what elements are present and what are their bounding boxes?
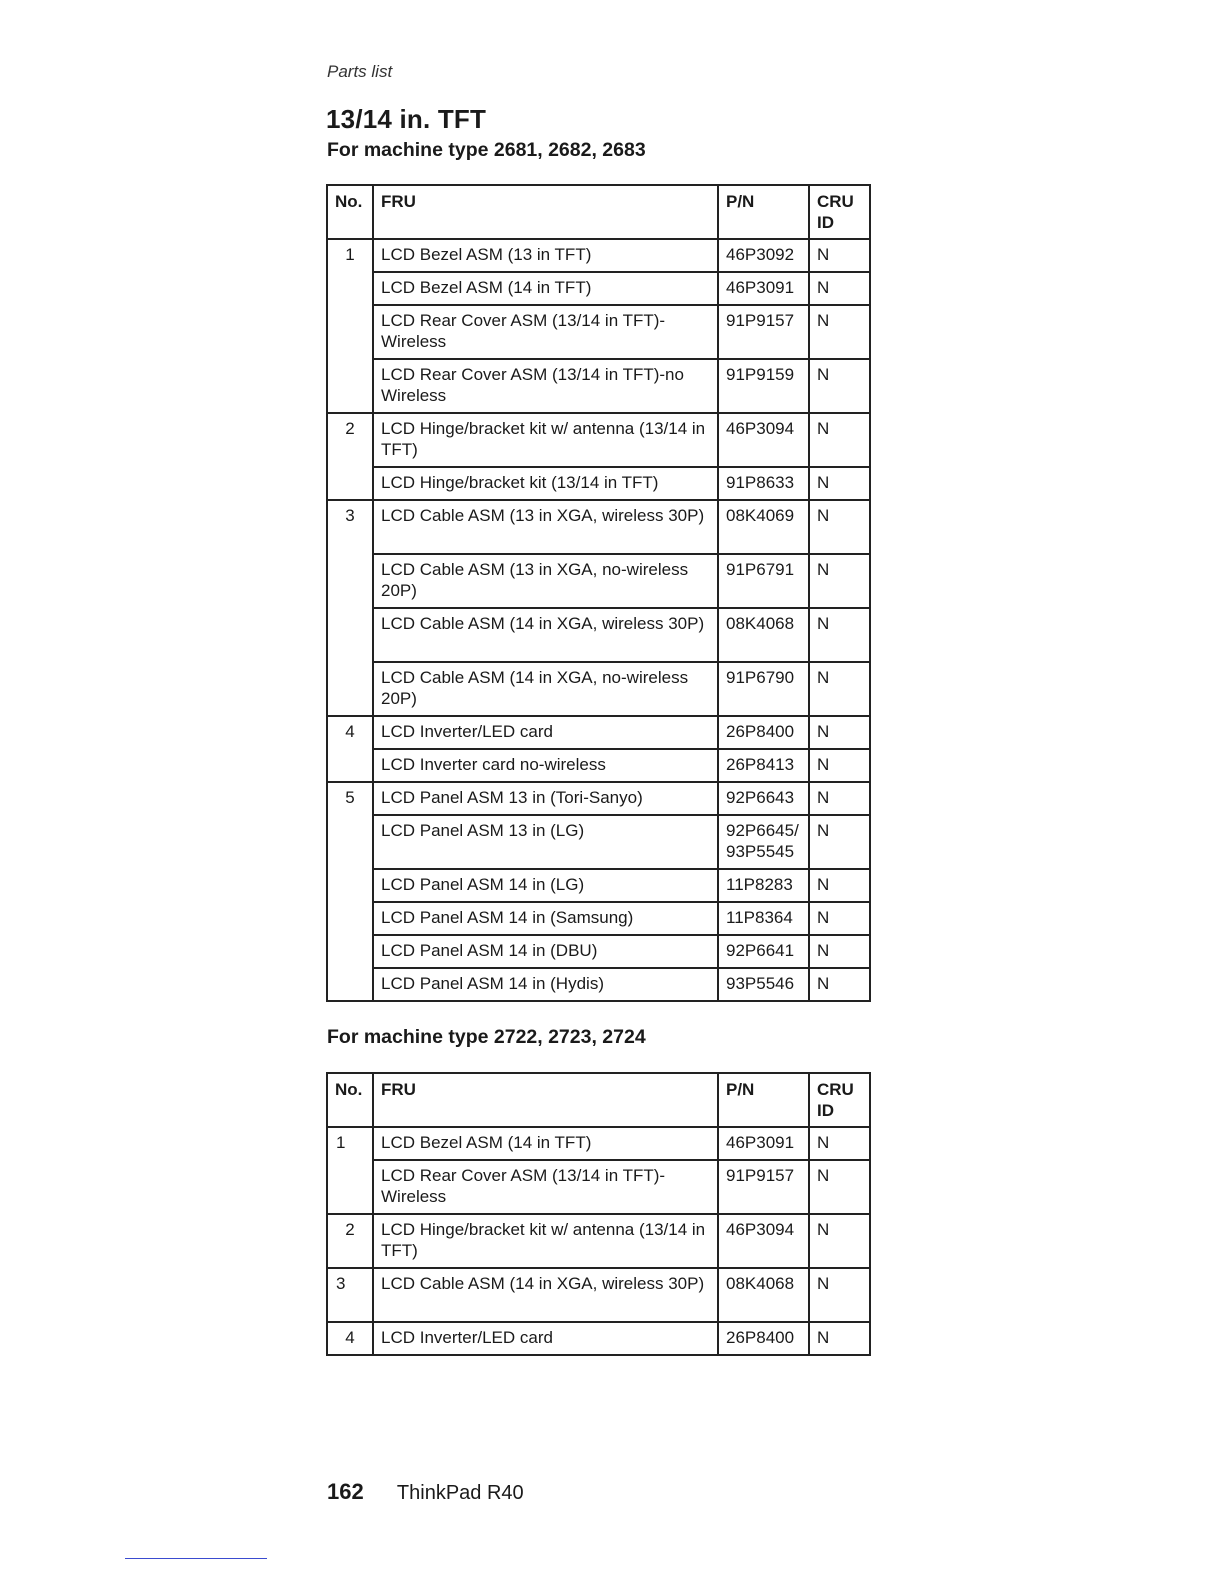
parts-table	[326, 1072, 871, 1356]
cru-id: N	[809, 935, 870, 968]
table-header-row	[327, 185, 870, 239]
fru-description: LCD Rear Cover ASM (13/14 in TFT)-Wireless	[373, 305, 718, 359]
fru-description: LCD Panel ASM 14 in (Hydis)	[373, 968, 718, 1001]
part-number: 91P9159	[718, 359, 809, 413]
table-row	[327, 1268, 870, 1322]
page-footer	[327, 1479, 524, 1505]
fru-description: LCD Cable ASM (14 in XGA, no-wireless 20P)	[373, 662, 718, 716]
table-row	[327, 935, 870, 968]
part-number: 91P6790	[718, 662, 809, 716]
column-header-pn: P/N	[718, 1073, 809, 1127]
part-number: 46P3094	[718, 413, 809, 467]
fru-description: LCD Inverter/LED card	[373, 1322, 718, 1355]
part-number: 08K4068	[718, 1268, 809, 1322]
cru-id: N	[809, 500, 870, 554]
table-row	[327, 815, 870, 869]
part-number: 46P3091	[718, 272, 809, 305]
fru-description: LCD Cable ASM (13 in XGA, no-wireless 20P)	[373, 554, 718, 608]
fru-description: LCD Bezel ASM (14 in TFT)	[373, 1127, 718, 1160]
item-number: 2	[327, 1214, 373, 1268]
part-number: 08K4068	[718, 608, 809, 662]
fru-description: LCD Bezel ASM (14 in TFT)	[373, 272, 718, 305]
table-row	[327, 239, 870, 272]
table-row	[327, 902, 870, 935]
item-number: 3	[327, 1268, 373, 1322]
cru-id: N	[809, 272, 870, 305]
table-row	[327, 305, 870, 359]
fru-description: LCD Cable ASM (13 in XGA, wireless 30P)	[373, 500, 718, 554]
item-number: 1	[327, 1127, 373, 1214]
cru-id: N	[809, 1127, 870, 1160]
item-number: 5	[327, 782, 373, 1001]
column-header-fru: FRU	[373, 185, 718, 239]
fru-description: LCD Rear Cover ASM (13/14 in TFT)-Wireless	[373, 1160, 718, 1214]
part-number: 26P8400	[718, 1322, 809, 1355]
fru-description: LCD Panel ASM 14 in (Samsung)	[373, 902, 718, 935]
table-row	[327, 662, 870, 716]
cru-id: N	[809, 869, 870, 902]
cru-id: N	[809, 968, 870, 1001]
table-row	[327, 1214, 870, 1268]
column-header-fru: FRU	[373, 1073, 718, 1127]
fru-description: LCD Panel ASM 14 in (DBU)	[373, 935, 718, 968]
part-number: 46P3092	[718, 239, 809, 272]
parts-table	[326, 184, 871, 1002]
fru-description: LCD Panel ASM 13 in (Tori-Sanyo)	[373, 782, 718, 815]
cru-id: N	[809, 359, 870, 413]
part-number: 46P3094	[718, 1214, 809, 1268]
part-number: 26P8400	[718, 716, 809, 749]
cru-id: N	[809, 662, 870, 716]
part-number: 46P3091	[718, 1127, 809, 1160]
footer-rule	[125, 1558, 267, 1559]
item-number: 2	[327, 413, 373, 500]
column-header-cru: CRU ID	[809, 185, 870, 239]
fru-description: LCD Panel ASM 14 in (LG)	[373, 869, 718, 902]
part-number: 92P6645/ 93P5545	[718, 815, 809, 869]
page-title: 13/14 in. TFT	[326, 104, 487, 134]
column-header-pn: P/N	[718, 185, 809, 239]
table-row	[327, 1160, 870, 1214]
cru-id: N	[809, 749, 870, 782]
running-head: Parts list	[327, 62, 393, 81]
fru-description: LCD Hinge/bracket kit (13/14 in TFT)	[373, 467, 718, 500]
cru-id: N	[809, 467, 870, 500]
fru-description: LCD Bezel ASM (13 in TFT)	[373, 239, 718, 272]
table-row	[327, 1127, 870, 1160]
item-number: 1	[327, 239, 373, 413]
part-number: 92P6643	[718, 782, 809, 815]
fru-description: LCD Cable ASM (14 in XGA, wireless 30P)	[373, 608, 718, 662]
part-number: 91P6791	[718, 554, 809, 608]
fru-description: LCD Inverter/LED card	[373, 716, 718, 749]
column-header-cru: CRU ID	[809, 1073, 870, 1127]
table-row	[327, 749, 870, 782]
part-number: 91P9157	[718, 305, 809, 359]
cru-id: N	[809, 305, 870, 359]
table-row	[327, 467, 870, 500]
table-row	[327, 869, 870, 902]
fru-description: LCD Inverter card no-wireless	[373, 749, 718, 782]
cru-id: N	[809, 1214, 870, 1268]
cru-id: N	[809, 554, 870, 608]
section-subtitle: For machine type 2681, 2682, 2683	[327, 139, 646, 161]
part-number: 08K4069	[718, 500, 809, 554]
cru-id: N	[809, 716, 870, 749]
table-row	[327, 782, 870, 815]
table-header-row	[327, 1073, 870, 1127]
cru-id: N	[809, 608, 870, 662]
table-row	[327, 359, 870, 413]
cru-id: N	[809, 1322, 870, 1355]
cru-id: N	[809, 782, 870, 815]
fru-description: LCD Hinge/bracket kit w/ antenna (13/14 in TFT)	[373, 1214, 718, 1268]
table-row	[327, 716, 870, 749]
column-header-no: No.	[327, 185, 373, 239]
item-number: 4	[327, 1322, 373, 1355]
part-number: 93P5546	[718, 968, 809, 1001]
cru-id: N	[809, 1268, 870, 1322]
part-number: 91P8633	[718, 467, 809, 500]
fru-description: LCD Panel ASM 13 in (LG)	[373, 815, 718, 869]
table-row	[327, 413, 870, 467]
page-number: 162	[327, 1479, 364, 1504]
part-number: 92P6641	[718, 935, 809, 968]
cru-id: N	[809, 815, 870, 869]
part-number: 91P9157	[718, 1160, 809, 1214]
book-title: ThinkPad R40	[396, 1482, 524, 1504]
part-number: 11P8283	[718, 869, 809, 902]
item-number: 3	[327, 500, 373, 716]
cru-id: N	[809, 902, 870, 935]
section-subtitle: For machine type 2722, 2723, 2724	[327, 1026, 646, 1048]
fru-description: LCD Rear Cover ASM (13/14 in TFT)-no Wireless	[373, 359, 718, 413]
item-number: 4	[327, 716, 373, 782]
table-row	[327, 608, 870, 662]
fru-description: LCD Cable ASM (14 in XGA, wireless 30P)	[373, 1268, 718, 1322]
cru-id: N	[809, 413, 870, 467]
part-number: 11P8364	[718, 902, 809, 935]
column-header-no: No.	[327, 1073, 373, 1127]
part-number: 26P8413	[718, 749, 809, 782]
table-row	[327, 500, 870, 554]
fru-description: LCD Hinge/bracket kit w/ antenna (13/14 in TFT)	[373, 413, 718, 467]
table-row	[327, 968, 870, 1001]
cru-id: N	[809, 1160, 870, 1214]
table-row	[327, 554, 870, 608]
table-row	[327, 272, 870, 305]
cru-id: N	[809, 239, 870, 272]
table-row	[327, 1322, 870, 1355]
